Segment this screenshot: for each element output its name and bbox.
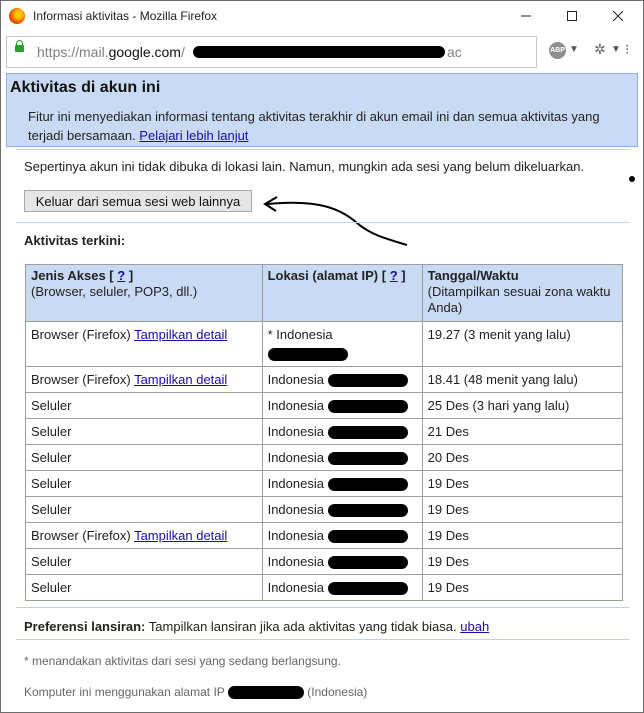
divider xyxy=(16,222,630,223)
computer-ip-note: Komputer ini menggunakan alamat IP (Indonesia) xyxy=(24,685,368,699)
table-row xyxy=(26,575,623,601)
activity-table xyxy=(25,264,623,601)
show-details-link[interactable]: Tampilkan detail xyxy=(134,327,228,342)
header-location: Lokasi (alamat IP) [ ? ] xyxy=(262,265,422,322)
header-datetime: Tanggal/Waktu (Ditampilkan sesuai zona waktu Anda) xyxy=(422,265,622,322)
page-header xyxy=(6,73,638,147)
location-cell: Indonesia xyxy=(262,367,422,393)
title-bar xyxy=(1,1,643,31)
notice-text: Sepertinya akun ini tidak dibuka di lokasi lain. Namun, mungkin ada sesi yang belum dikeluarkan. xyxy=(24,159,585,174)
divider xyxy=(16,607,630,608)
ip-redaction xyxy=(328,400,408,413)
bug-icon[interactable]: ✲ xyxy=(594,41,606,57)
table-row xyxy=(26,549,623,575)
page-description: Fitur ini menyediakan informasi tentang aktivitas terakhir di akun email ini dan semua aktivitas yang terjadi bersamaan. Pelajari lebih lanjut xyxy=(28,109,600,143)
lock-icon xyxy=(15,45,24,52)
divider xyxy=(16,639,630,640)
alert-preferences: Preferensi lansiran: Tampilkan lansiran jika ada aktivitas yang tidak biasa. ubah xyxy=(24,619,490,634)
ip-redaction xyxy=(328,504,408,517)
ip-redaction xyxy=(328,530,408,543)
sign-out-other-sessions-button[interactable]: Keluar dari semua sesi web lainnya xyxy=(24,190,252,212)
ip-redaction xyxy=(328,582,408,595)
location-cell: Indonesia xyxy=(262,445,422,471)
close-icon xyxy=(613,11,623,21)
location-cell: Indonesia xyxy=(262,523,422,549)
ip-redaction xyxy=(328,426,408,439)
ip-redaction xyxy=(268,348,348,361)
datetime-cell: 19 Des xyxy=(422,471,622,497)
location-cell: Indonesia xyxy=(262,471,422,497)
window-title: Informasi aktivitas - Mozilla Firefox xyxy=(33,9,218,23)
table-row xyxy=(26,523,623,549)
access-type-cell: Seluler xyxy=(26,471,263,497)
minimize-icon xyxy=(521,11,531,21)
chevron-down-icon[interactable]: ▼ xyxy=(611,44,621,55)
location-cell: Indonesia xyxy=(262,497,422,523)
datetime-cell: 19 Des xyxy=(422,497,622,523)
access-type-cell: Seluler xyxy=(26,575,263,601)
recent-activity-label: Aktivitas terkini: xyxy=(24,233,126,248)
ip-redaction xyxy=(328,478,408,491)
location-cell: Indonesia xyxy=(262,393,422,419)
url-redaction xyxy=(193,46,445,58)
ip-redaction xyxy=(328,374,408,387)
access-type-cell: Seluler xyxy=(26,419,263,445)
access-type-cell: Seluler xyxy=(26,549,263,575)
location-cell: * Indonesia xyxy=(262,322,422,367)
access-type-cell: Seluler xyxy=(26,393,263,419)
datetime-cell: 20 Des xyxy=(422,445,622,471)
datetime-cell: 19.27 (3 menit yang lalu) xyxy=(422,322,622,367)
location-cell: Indonesia xyxy=(262,575,422,601)
show-details-link[interactable]: Tampilkan detail xyxy=(134,372,228,387)
firefox-logo-icon xyxy=(9,8,25,24)
header-access-type: Jenis Akses [ ? ] (Browser, seluler, POP3, dll.) xyxy=(26,265,263,322)
maximize-button[interactable] xyxy=(549,1,595,31)
datetime-cell: 25 Des (3 hari yang lalu) xyxy=(422,393,622,419)
minimize-button[interactable] xyxy=(503,1,549,31)
url-bar[interactable] xyxy=(6,36,537,68)
table-row xyxy=(26,393,623,419)
location-cell: Indonesia xyxy=(262,549,422,575)
adblock-icon[interactable]: ABP xyxy=(549,42,566,59)
show-details-link[interactable]: Tampilkan detail xyxy=(134,528,228,543)
datetime-cell: 19 Des xyxy=(422,549,622,575)
page-content xyxy=(1,73,643,712)
table-row xyxy=(26,367,623,393)
url-text: https://mail.google.com/ xyxy=(37,44,185,60)
page-title: Aktivitas di akun ini xyxy=(10,79,161,96)
access-type-cell: Browser (Firefox) Tampilkan detail xyxy=(26,322,263,367)
change-preferences-link[interactable]: ubah xyxy=(460,619,490,634)
access-type-help-link[interactable]: ? xyxy=(117,268,126,283)
url-tail: ac xyxy=(447,44,462,60)
current-session-note: * menandakan aktivitas dari sesi yang sedang berlangsung. xyxy=(24,654,341,668)
bullet-dot-icon xyxy=(629,176,635,182)
ip-redaction xyxy=(328,452,408,465)
table-row xyxy=(26,419,623,445)
table-header-row xyxy=(26,265,623,322)
access-type-cell: Seluler xyxy=(26,445,263,471)
datetime-cell: 19 Des xyxy=(422,575,622,601)
access-type-cell: Browser (Firefox) Tampilkan detail xyxy=(26,523,263,549)
divider xyxy=(16,149,630,150)
arrow-annotation-icon xyxy=(259,195,419,255)
datetime-cell: 21 Des xyxy=(422,419,622,445)
location-cell: Indonesia xyxy=(262,419,422,445)
table-row xyxy=(26,497,623,523)
location-help-link[interactable]: ? xyxy=(389,268,398,283)
chevron-down-icon[interactable]: ▼ xyxy=(569,44,579,55)
ip-redaction xyxy=(228,686,304,699)
more-icon[interactable]: ⁝ xyxy=(625,41,630,57)
maximize-icon xyxy=(567,11,577,21)
datetime-cell: 19 Des xyxy=(422,523,622,549)
datetime-cell: 18.41 (48 menit yang lalu) xyxy=(422,367,622,393)
ip-redaction xyxy=(328,556,408,569)
access-type-cell: Seluler xyxy=(26,497,263,523)
table-row xyxy=(26,322,623,367)
close-button[interactable] xyxy=(595,1,641,31)
table-row xyxy=(26,445,623,471)
learn-more-link[interactable]: Pelajari lebih lanjut xyxy=(139,128,249,143)
access-type-cell: Browser (Firefox) Tampilkan detail xyxy=(26,367,263,393)
table-row xyxy=(26,471,623,497)
